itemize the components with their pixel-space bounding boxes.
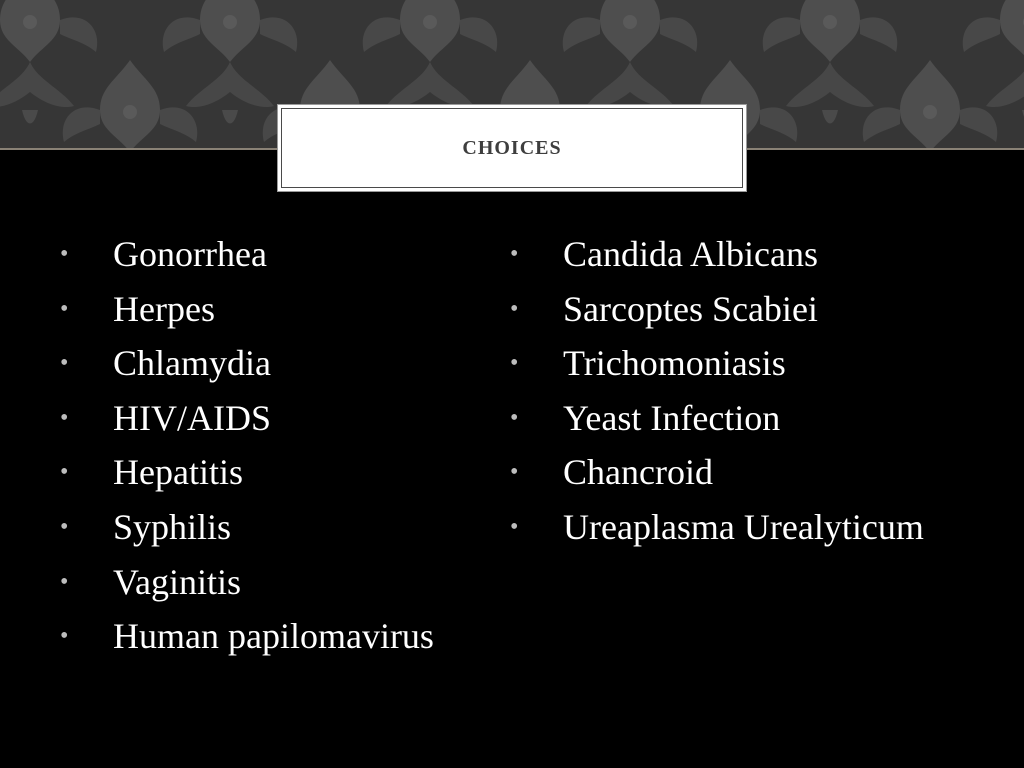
list-item [510, 450, 930, 495]
bullet-icon: • [60, 623, 69, 650]
bullet-icon: • [510, 295, 519, 322]
left-bullet-list [60, 232, 500, 669]
list-item-label: Chancroid [563, 452, 713, 493]
list-item-label: Candida Albicans [563, 234, 818, 274]
list-item [510, 396, 930, 441]
list-item-label: Vaginitis [113, 561, 242, 602]
slide-title: CHOICES [462, 136, 562, 159]
bullet-icon: • [60, 295, 69, 322]
title-box [277, 104, 747, 192]
list-item [510, 341, 930, 386]
bullet-icon: • [510, 513, 519, 540]
bullet-icon: • [510, 241, 519, 267]
list-item-label: Herpes [113, 288, 215, 329]
bullet-icon: • [510, 459, 519, 486]
list-item [60, 341, 500, 386]
bullet-icon: • [60, 350, 69, 377]
list-item-label: Sarcoptes Scabiei [563, 288, 818, 329]
list-item-label: Syphilis [113, 506, 232, 547]
list-item [60, 287, 500, 332]
list-item-label: Human papilomavirus [113, 616, 434, 657]
list-item [60, 396, 500, 441]
bullet-icon: • [60, 459, 69, 486]
list-item-label: Trichomoniasis [563, 343, 786, 384]
list-item-label: Yeast Infection [563, 397, 781, 438]
list-item [510, 232, 930, 277]
bullet-icon: • [510, 404, 519, 431]
bullet-icon: • [60, 241, 69, 267]
list-item [510, 505, 930, 550]
list-item-label: Chlamydia [113, 343, 271, 384]
list-item [60, 614, 500, 659]
list-item [510, 287, 930, 332]
list-item [60, 232, 500, 277]
bullet-icon: • [60, 513, 69, 540]
list-item-label: Gonorrhea [113, 234, 267, 274]
list-item-label: Hepatitis [113, 452, 243, 493]
list-item-label: HIV/AIDS [113, 397, 271, 438]
list-item [60, 450, 500, 495]
list-item [60, 560, 500, 605]
bullet-icon: • [60, 404, 69, 431]
right-bullet-list [510, 232, 930, 560]
bullet-icon: • [510, 350, 519, 377]
bullet-icon: • [60, 568, 69, 595]
title-frame [281, 108, 743, 188]
list-item [60, 505, 500, 550]
list-item-label: Ureaplasma Urealyticum [563, 506, 924, 547]
